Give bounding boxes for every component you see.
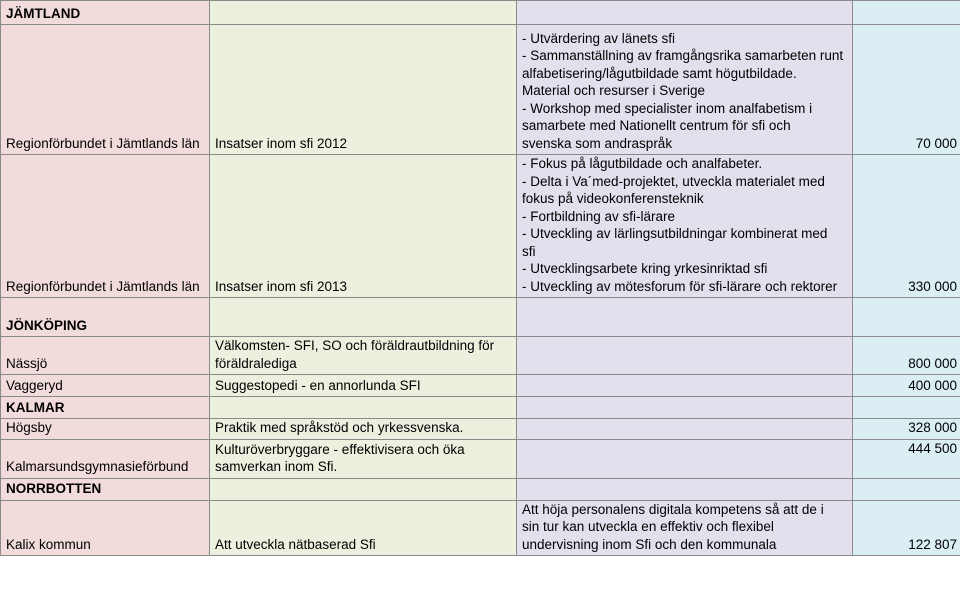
cell-line: svenska som andraspråk (522, 135, 673, 151)
cell-line: Material och resurser i Sverige (522, 83, 706, 98)
cell-empty (517, 478, 853, 500)
cell-c2-lines (210, 439, 517, 478)
cell-empty (517, 419, 853, 440)
cell-c3-lines (517, 25, 853, 155)
cell-c4: 70 000 (853, 25, 960, 155)
cell-line: - Utvecklingsarbete kring yrkesinriktad sfi (522, 261, 768, 276)
cell-line: - Fortbildning av sfi-lärare (522, 208, 676, 224)
cell-c1: Kalix kommun (1, 500, 210, 556)
cell-c2: Suggestopedi - en annorlunda SFI (210, 375, 517, 397)
cell-empty (853, 478, 960, 500)
cell-line: samverkan inom Sfi. (215, 459, 338, 474)
cell-c2: Att utveckla nätbaserad Sfi (210, 500, 517, 556)
table-row (1, 419, 960, 440)
table-row (1, 337, 960, 375)
cell-line: Att höja personalens digitala kompetens så att de i (522, 501, 824, 517)
region-heading-row (1, 478, 960, 500)
cell-c2-lines (210, 337, 517, 375)
cell-line: föräldralediga (215, 355, 297, 371)
cell-empty (210, 397, 517, 419)
cell-c1: Vaggeryd (1, 375, 210, 397)
table-row (1, 439, 960, 478)
cell-line: fokus på videokonferensteknik (522, 191, 704, 206)
region-heading: NORRBOTTEN (1, 478, 210, 500)
cell-c4: 444 500 (853, 439, 960, 478)
cell-empty (517, 1, 853, 25)
cell-empty (853, 397, 960, 419)
cell-empty (517, 375, 853, 397)
cell-c1: Regionförbundet i Jämtlands län (1, 25, 210, 155)
cell-empty (210, 298, 517, 337)
cell-line: - Utveckling av mötesforum för sfi-lärare och rektorer (522, 278, 838, 294)
cell-line: undervisning inom Sfi och den kommunala (522, 536, 777, 552)
cell-c4: 122 807 (853, 500, 960, 556)
cell-empty (210, 1, 517, 25)
cell-c4: 800 000 (853, 337, 960, 375)
cell-empty (517, 337, 853, 375)
cell-c3-lines (517, 500, 853, 556)
cell-c1: Kalmarsundsgymnasieförbund (1, 439, 210, 478)
cell-line: - Sammanställning av framgångsrika samarbeten runt (522, 48, 844, 63)
region-heading: KALMAR (1, 397, 210, 419)
cell-c4: 330 000 (853, 155, 960, 298)
cell-c4: 328 000 (853, 419, 960, 440)
cell-line: - Fokus på lågutbildade och analfabeter. (522, 156, 763, 171)
cell-empty (517, 397, 853, 419)
region-heading-row (1, 1, 960, 25)
cell-c1: Högsby (1, 419, 210, 440)
cell-empty (210, 478, 517, 500)
cell-line: Välkomsten- SFI, SO och föräldrautbildning för (215, 338, 495, 353)
table-row (1, 25, 960, 155)
region-heading-row (1, 397, 960, 419)
cell-c2: Praktik med språkstöd och yrkessvenska. (210, 419, 517, 440)
cell-line: samarbete med Nationellt centrum för sfi och (522, 118, 791, 133)
cell-c3-lines (517, 155, 853, 298)
cell-c2: Insatser inom sfi 2013 (210, 155, 517, 298)
cell-empty (517, 439, 853, 478)
cell-line: - Delta i Va´med-projektet, utveckla materialet med (522, 173, 825, 189)
cell-line: Kulturöverbryggare - effektivisera och öka (215, 441, 465, 457)
region-heading: JÖNKÖPING (1, 298, 210, 337)
cell-c4: 400 000 (853, 375, 960, 397)
table-row (1, 375, 960, 397)
cell-line: - Utveckling av lärlingsutbildningar kombinerat med (522, 226, 828, 241)
cell-line: alfabetisering/lågutbildade samt högutbildade. (522, 65, 797, 81)
cell-c1: Nässjö (1, 337, 210, 375)
cell-c1: Regionförbundet i Jämtlands län (1, 155, 210, 298)
cell-empty (853, 1, 960, 25)
region-heading: JÄMTLAND (1, 1, 210, 25)
cell-empty (853, 298, 960, 337)
region-heading-row (1, 298, 960, 337)
cell-c2: Insatser inom sfi 2012 (210, 25, 517, 155)
cell-line: sin tur kan utveckla en effektiv och flexibel (522, 519, 774, 534)
table-row (1, 500, 960, 556)
cell-line: - Utvärdering av länets sfi (522, 30, 676, 46)
cell-line: - Workshop med specialister inom analfabetism i (522, 100, 813, 116)
cell-line: sfi (522, 243, 536, 259)
table-row (1, 155, 960, 298)
cell-empty (517, 298, 853, 337)
